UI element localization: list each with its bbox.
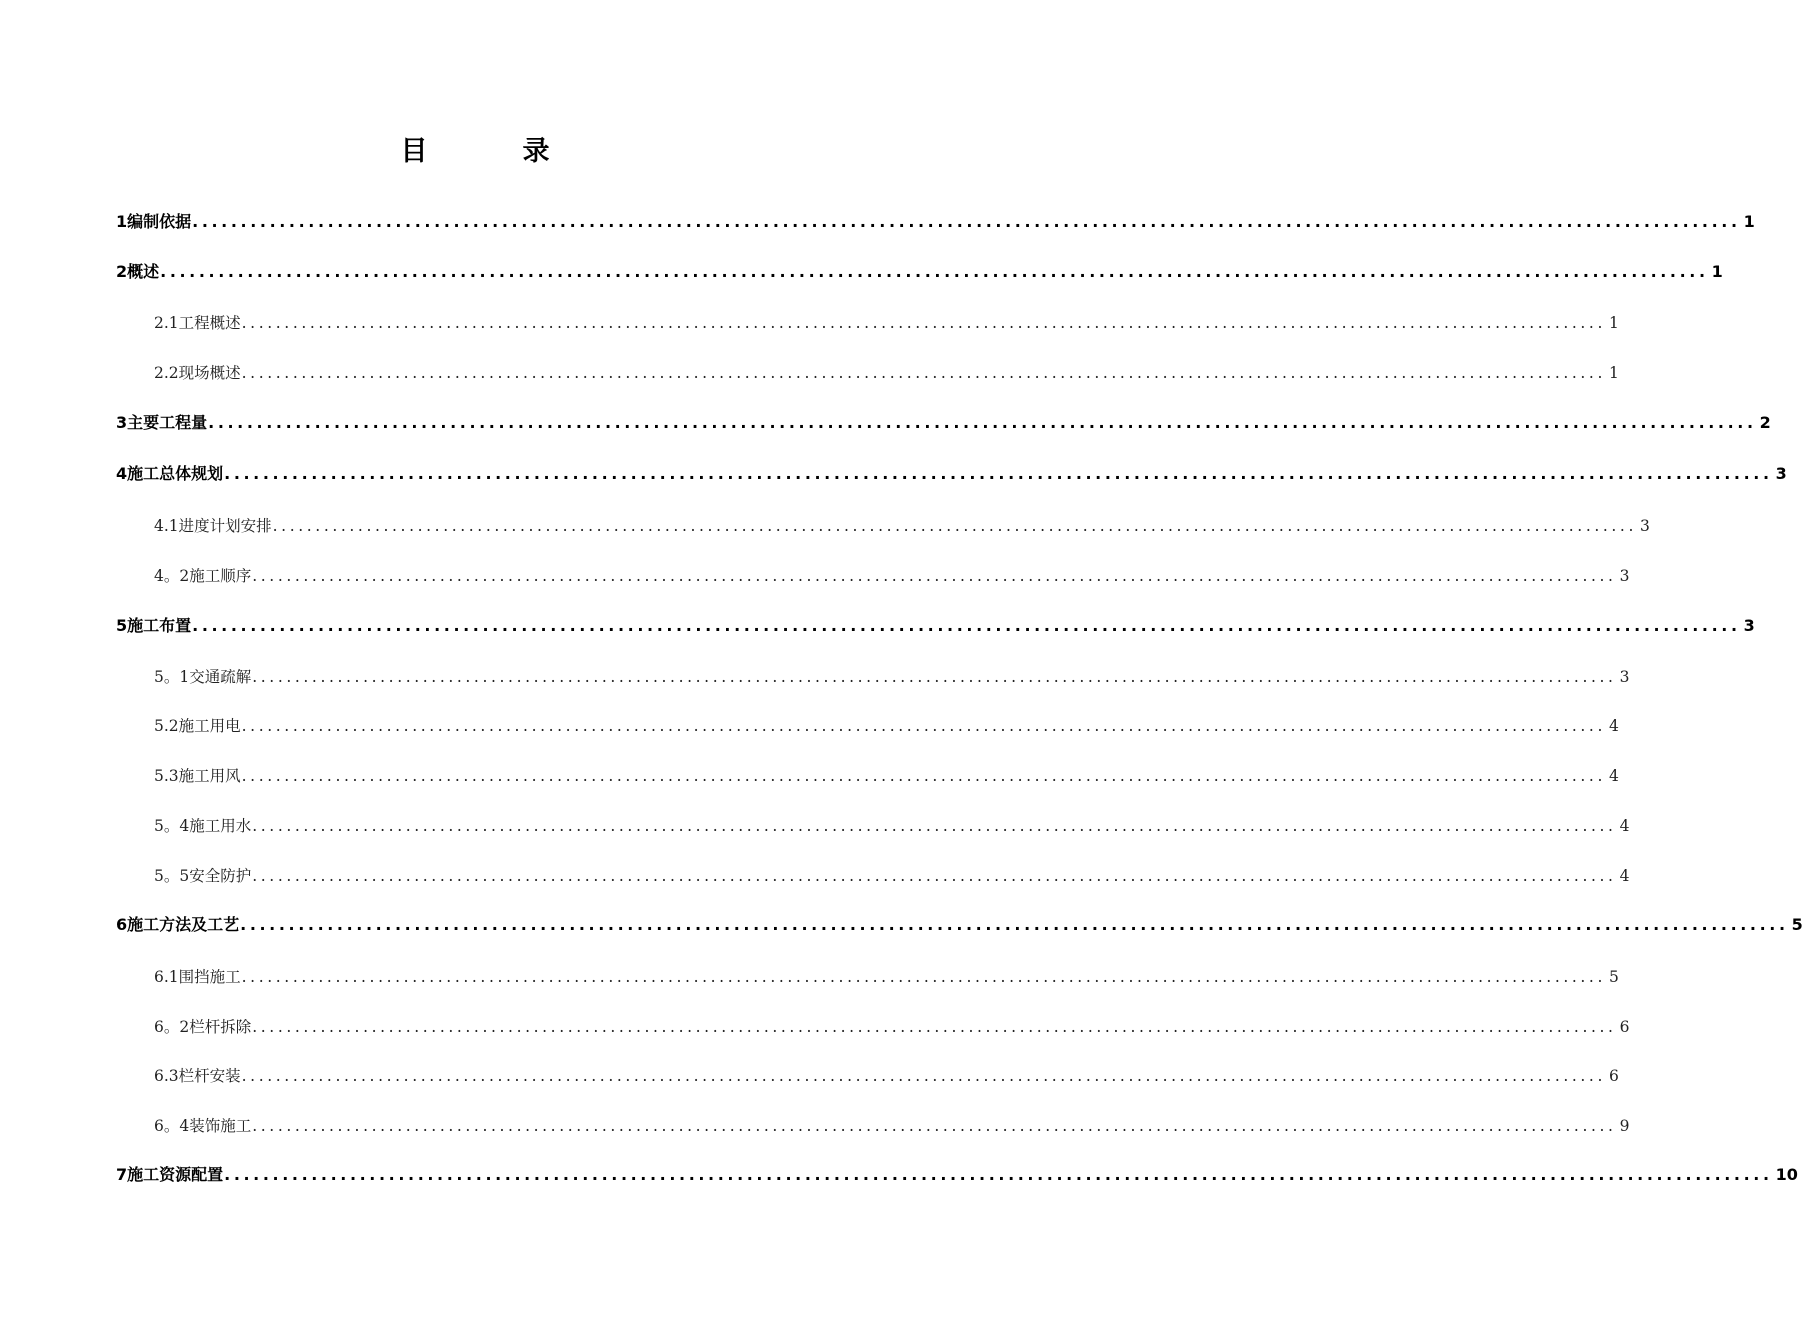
toc-entry-page: 1 xyxy=(1711,262,1723,281)
toc-entry-page: 3 xyxy=(1775,464,1787,483)
toc-entry-page: 1 xyxy=(1608,314,1619,332)
toc-entry[interactable] xyxy=(154,963,1619,991)
toc-entry-page: 3 xyxy=(1639,517,1650,535)
toc-entry[interactable] xyxy=(154,512,1650,540)
toc-entry-page: 5 xyxy=(1608,968,1619,986)
toc-entry-page: 2 xyxy=(1759,413,1771,432)
toc-entry[interactable] xyxy=(154,1013,1630,1041)
toc-entry-label: 1编制依据 xyxy=(116,212,192,231)
toc-entry-page: 9 xyxy=(1619,1117,1630,1135)
toc-entry-page: 3 xyxy=(1619,668,1630,686)
toc-entry-label: 2概述 xyxy=(116,262,160,281)
toc-entry[interactable] xyxy=(116,460,1787,488)
toc-entry-label: 3主要工程量 xyxy=(116,413,208,432)
toc-entry-label: 6施工方法及工艺 xyxy=(116,915,240,934)
toc-leader-dots: ................................................................................................................................................................ xyxy=(240,915,1789,934)
toc-entry-label: 6。4装饰施工 xyxy=(154,1117,252,1135)
toc-entry-label: 5。1交通疏解 xyxy=(154,668,252,686)
toc-entry-page: 4 xyxy=(1608,717,1619,735)
toc-entry-label: 4。2施工顺序 xyxy=(154,567,252,585)
toc-entry-label: 5施工布置 xyxy=(116,616,192,635)
toc-entry-page: 10 xyxy=(1775,1165,1798,1184)
toc-entry-label: 2.2现场概述 xyxy=(154,364,241,382)
toc-entry[interactable] xyxy=(154,663,1630,691)
toc-entry-page: 6 xyxy=(1608,1067,1619,1085)
toc-leader-dots: ................................................................................................................................................................ xyxy=(252,1018,1617,1036)
toc-leader-dots: ................................................................................................................................................................ xyxy=(241,1067,1606,1085)
toc-entry-label: 2.1工程概述 xyxy=(154,314,241,332)
toc-entry[interactable] xyxy=(154,562,1630,590)
toc-entry[interactable] xyxy=(154,309,1619,337)
toc-entry-label: 6。2栏杆拆除 xyxy=(154,1018,252,1036)
toc-entry-page: 4 xyxy=(1619,817,1630,835)
toc-entry[interactable] xyxy=(116,208,1755,236)
toc-leader-dots: ................................................................................................................................................................ xyxy=(192,616,1741,635)
toc-entry-label: 6.3栏杆安装 xyxy=(154,1067,241,1085)
toc-leader-dots: ................................................................................................................................................................ xyxy=(241,314,1606,332)
toc-entry[interactable] xyxy=(154,359,1619,387)
toc-entry[interactable] xyxy=(116,612,1755,640)
toc-entry[interactable] xyxy=(116,1161,1798,1189)
toc-entry-label: 5.3施工用风 xyxy=(154,767,241,785)
toc-entry-page: 3 xyxy=(1743,616,1755,635)
toc-leader-dots: ................................................................................................................................................................ xyxy=(160,262,1709,281)
toc-entry-label: 5。4施工用水 xyxy=(154,817,252,835)
toc-entry-label: 6.1围挡施工 xyxy=(154,968,241,986)
toc-entry-label: 4.1进度计划安排 xyxy=(154,517,272,535)
toc-leader-dots: ................................................................................................................................................................ xyxy=(241,364,1606,382)
toc-entry-page: 4 xyxy=(1608,767,1619,785)
toc-entry-page: 6 xyxy=(1619,1018,1630,1036)
toc-entry-page: 4 xyxy=(1619,867,1630,885)
toc-leader-dots: ................................................................................................................................................................ xyxy=(241,968,1606,986)
toc-leader-dots: ................................................................................................................................................................ xyxy=(224,464,1773,483)
toc-leader-dots: ................................................................................................................................................................ xyxy=(224,1165,1773,1184)
toc-entry[interactable] xyxy=(116,409,1771,437)
toc-entry[interactable] xyxy=(154,1112,1630,1140)
toc-leader-dots: ................................................................................................................................................................ xyxy=(192,212,1741,231)
toc-leader-dots: ................................................................................................................................................................ xyxy=(252,867,1617,885)
toc-entry-page: 1 xyxy=(1743,212,1755,231)
toc-leader-dots: ................................................................................................................................................................ xyxy=(272,517,1637,535)
toc-entry-page: 5 xyxy=(1791,915,1803,934)
toc-entry[interactable] xyxy=(154,712,1619,740)
toc-entry-page: 1 xyxy=(1608,364,1619,382)
toc-entry-label: 4施工总体规划 xyxy=(116,464,224,483)
toc-leader-dots: ................................................................................................................................................................ xyxy=(252,817,1617,835)
toc-leader-dots: ................................................................................................................................................................ xyxy=(252,567,1617,585)
toc-leader-dots: ................................................................................................................................................................ xyxy=(241,717,1606,735)
toc-entry[interactable] xyxy=(154,762,1619,790)
toc-entry[interactable] xyxy=(116,258,1723,286)
toc-entry-label: 5。5安全防护 xyxy=(154,867,252,885)
toc-leader-dots: ................................................................................................................................................................ xyxy=(252,1117,1617,1135)
toc-entry-label: 7施工资源配置 xyxy=(116,1165,224,1184)
toc-leader-dots: ................................................................................................................................................................ xyxy=(208,413,1757,432)
toc-entry[interactable] xyxy=(154,812,1630,840)
toc-title: 目 录 xyxy=(400,136,584,167)
toc-leader-dots: ................................................................................................................................................................ xyxy=(241,767,1606,785)
toc-entry[interactable] xyxy=(154,862,1630,890)
toc-entry-label: 5.2施工用电 xyxy=(154,717,241,735)
toc-entry[interactable] xyxy=(116,911,1803,939)
toc-entry[interactable] xyxy=(154,1062,1619,1090)
toc-entry-page: 3 xyxy=(1619,567,1630,585)
toc-leader-dots: ................................................................................................................................................................ xyxy=(252,668,1617,686)
